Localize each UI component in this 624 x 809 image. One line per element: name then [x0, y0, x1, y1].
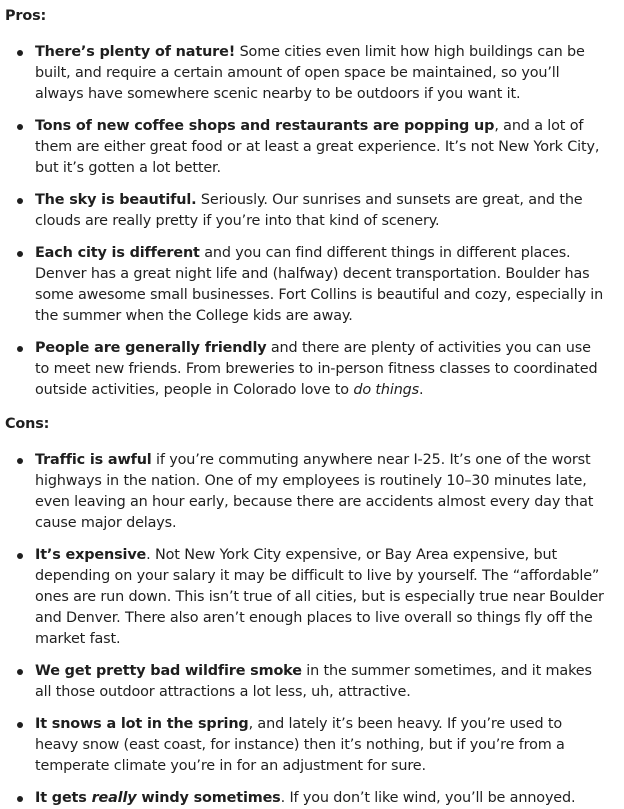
item-text: . If you don’t like wind, you’ll be annoyed.: [280, 790, 576, 806]
item-text: , and lately it’s been heavy. If you’re used to heavy snow (east coast, for instance) then it’s nothing, but if you’re from a temperate climate you’re in for an adjustment for sure.: [35, 716, 565, 774]
pros-list: [0, 42, 610, 401]
item-text: Some cities even limit how high buildings can be built, and require a certain amount of open space be maintained, so you’ll always have somewhere scenic nearby to be outdoors if you want it.: [35, 44, 585, 102]
list-item: [0, 545, 610, 650]
item-bold-italic-text: really: [91, 790, 137, 806]
cons-heading: Cons:: [5, 416, 50, 432]
item-text: and you can find different things in different places. Denver has a great night life and (halfway) decent transportation. Boulder has some awesome small businesses. Fort Collins is beautiful and cozy, especially in the summer when the College kids are away.: [35, 245, 604, 324]
pros-heading: Pros:: [5, 8, 47, 24]
item-bold-post: windy sometimes: [136, 790, 281, 806]
item-italic-text: do things: [353, 382, 420, 398]
list-item: [0, 714, 610, 777]
item-bold-text: Each city is different: [35, 245, 200, 261]
item-text: and there are plenty of activities you can use to meet new friends. From breweries to in-person fitness classes to coordinated outside activities, people in Colorado love to: [35, 340, 598, 398]
item-bold-text: We get pretty bad wildfire smoke: [35, 663, 302, 679]
item-bold-text: There’s plenty of nature!: [35, 44, 236, 60]
list-item: [0, 116, 610, 179]
item-text: , and a lot of them are either great food or at least a great experience. It’s not New York City, but it’s gotten a lot better.: [35, 118, 600, 176]
item-text: if you’re commuting anywhere near I-25. It’s one of the worst highways in the nation. One of my employees is routinely 10–30 minutes late, even leaving an hour early, because there are accidents almost every day that cause major delays.: [35, 452, 594, 531]
item-bold-text: Traffic is awful: [35, 452, 152, 468]
item-text: in the summer sometimes, and it makes all those outdoor attractions a lot less, uh, attractive.: [35, 663, 592, 700]
list-item: [0, 42, 610, 105]
item-bold-text: Tons of new coffee shops and restaurants are popping up: [35, 118, 495, 134]
item-bold-text: People are generally friendly: [35, 340, 267, 356]
item-text: . Not New York City expensive, or Bay Area expensive, but depending on your salary it may be difficult to live by yourself. The “affordable” ones are run down. This isn’t true of all cities, but is especially true near Boulder and Denver. There also aren’t enough places to live overall so things fly off the market fast.: [35, 547, 604, 647]
item-bold-text: It’s expensive: [35, 547, 147, 563]
list-item: [0, 338, 610, 401]
item-text-tail: .: [419, 382, 424, 398]
item-bold-text: The sky is beautiful.: [35, 192, 197, 208]
item-bold-pre: It gets: [35, 790, 92, 806]
item-bold-text: It snows a lot in the spring: [35, 716, 249, 732]
list-item: [0, 450, 610, 534]
list-item: [0, 788, 610, 809]
list-item: [0, 190, 610, 232]
item-text: Seriously. Our sunrises and sunsets are great, and the clouds are really pretty if you’re into that kind of scenery.: [35, 192, 583, 229]
item-bold-text: [35, 790, 281, 806]
list-item: [0, 243, 610, 327]
cons-list: [0, 450, 610, 809]
list-item: [0, 661, 610, 703]
